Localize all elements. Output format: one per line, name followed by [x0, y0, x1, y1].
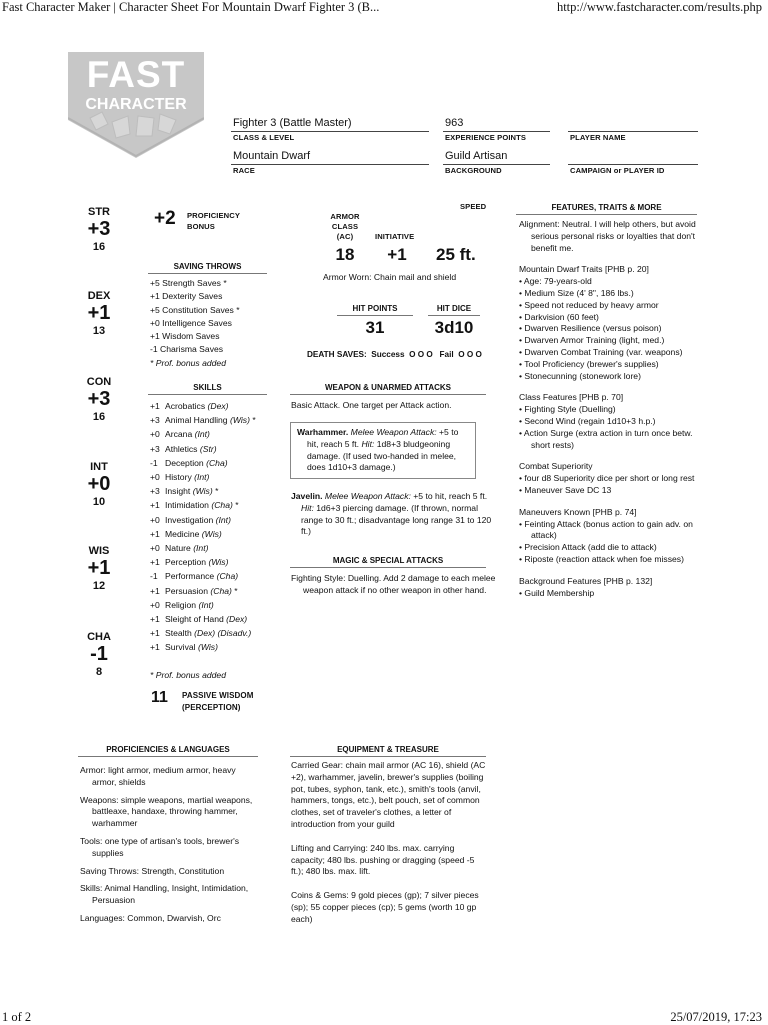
- skill-modifier: +3: [150, 486, 160, 497]
- skill-attribute: (Wis): [192, 486, 213, 497]
- skill-modifier: +1: [150, 642, 160, 653]
- skill-row: [150, 584, 285, 598]
- skill-attribute: (Wis): [201, 528, 222, 539]
- dwarf-trait-item: • Speed not reduced by heavy armor: [519, 299, 659, 310]
- warhammer-name: Warhammer.: [297, 427, 349, 437]
- speed-value: 25 ft.: [436, 245, 476, 264]
- campaign-label: CAMPAIGN or PLAYER ID: [570, 166, 665, 175]
- saving-throw-item: +0 Intelligence Saves: [150, 317, 232, 328]
- race-value: Mountain Dwarf: [233, 150, 311, 162]
- skill-proficient-marker: *: [232, 500, 239, 511]
- skill-name: Perception: [165, 557, 207, 568]
- saving-throws-list: [150, 277, 280, 370]
- ability-modifier: +3: [87, 218, 111, 240]
- warhammer-text1: +5 to hit, reach 5 ft.: [307, 427, 459, 449]
- ability-score: 16: [92, 411, 106, 423]
- ability-score: 8: [95, 666, 103, 678]
- print-footer-page: 1 of 2: [2, 1010, 32, 1024]
- skill-attribute: (Int): [194, 472, 210, 483]
- warhammer-hit: Hit:: [361, 438, 375, 449]
- maneuver-item: • Riposte (reaction attack when foe misses): [519, 553, 684, 564]
- dwarf-trait-item: • Dwarven Armor Training (light, med.): [519, 335, 665, 346]
- ability-score: 12: [92, 580, 106, 592]
- skill-row: [150, 427, 285, 441]
- background-features-title: Background Features [PHB p. 132]: [519, 575, 653, 586]
- skill-modifier: +1: [150, 500, 160, 511]
- skill-modifier: +0: [150, 543, 160, 554]
- skill-modifier: -1: [150, 571, 158, 582]
- skill-modifier: -1: [150, 457, 158, 468]
- hit-dice-label: HIT DICE: [428, 304, 480, 316]
- background-feature-item: • Guild Membership: [519, 587, 595, 598]
- skill-row: [150, 640, 285, 654]
- skill-row: [150, 456, 285, 470]
- skills-note: * Prof. bonus added: [150, 670, 226, 680]
- skill-name: Religion: [165, 599, 197, 610]
- skill-name: Athletics: [165, 443, 198, 454]
- ability-name: INT: [90, 461, 108, 473]
- dwarf-trait-item: • Tool Proficiency (brewer's supplies): [519, 358, 659, 369]
- xp-label: EXPERIENCE POINTS: [445, 133, 527, 142]
- skill-name: Acrobatics: [165, 401, 206, 411]
- skill-attribute: (Wis): [229, 415, 250, 426]
- class-level-label: CLASS & LEVEL: [233, 133, 295, 142]
- dwarf-trait-item: • Stonecunning (stonework lore): [519, 370, 641, 381]
- ability-score: 10: [92, 496, 106, 508]
- skills-title: SKILLS: [148, 383, 267, 395]
- speed-label: SPEED: [460, 202, 487, 211]
- warhammer-box: [290, 422, 476, 479]
- xp-value: 963: [445, 117, 464, 129]
- skill-modifier: +0: [150, 429, 160, 440]
- javelin-name: Javelin.: [291, 491, 323, 501]
- carried-gear-text: Carried Gear: chain mail armor (AC 16), shield (AC +2), warhammer, javelin, brewer's supplies (boiling pot, tubes, syphon, tank, etc.), smith's tools (anvil, hammers, tongs, etc.), belt pouch, set of common clothes, set of traveler's clothes, a letter of introduction from your guild: [291, 760, 486, 829]
- initiative-value: +1: [387, 245, 407, 264]
- passive-label-line2: (PERCEPTION): [182, 703, 241, 712]
- skill-row: [150, 484, 285, 498]
- features-title: FEATURES, TRAITS & MORE: [516, 203, 697, 215]
- player-name-line: [568, 131, 698, 132]
- coins-gems-text: Coins & Gems: 9 gold pieces (gp); 7 silver pieces (sp); 55 copper pieces (cp); 5 gems (worth 10 gp each): [291, 890, 479, 924]
- proficiency-item: Skills: Animal Handling, Insight, Intimidation, Persuasion: [80, 883, 249, 906]
- print-header-url: http://www.fastcharacter.com/results.php: [556, 0, 762, 14]
- equipment-list: [291, 760, 487, 926]
- armor-class-label: ARMOR CLASS (AC): [330, 212, 360, 241]
- warhammer-type: Melee Weapon Attack:: [350, 427, 437, 437]
- skill-name: Medicine: [165, 528, 200, 539]
- lifting-carrying-text: Lifting and Carrying: 240 lbs. max. carrying capacity; 480 lbs. pushing or dragging (speed -5 ft.); 480 lbs. max. lift.: [291, 842, 475, 877]
- superiority-item: • Maneuver Save DC 13: [519, 484, 612, 495]
- ability-score: 13: [92, 325, 106, 337]
- saving-throws-title: SAVING THROWS: [148, 262, 267, 274]
- proficiency-item: Armor: light armor, medium armor, heavy armor, shields: [80, 765, 236, 787]
- skill-row: [150, 470, 285, 484]
- skill-row: [150, 569, 285, 583]
- ability-modifier: +1: [87, 557, 111, 579]
- saving-throw-item: -1 Charisma Saves: [150, 344, 224, 355]
- ability-name: STR: [88, 206, 110, 218]
- proficiency-label-line2: BONUS: [187, 222, 215, 231]
- skill-attribute: (Dex): [226, 614, 248, 625]
- fast-character-logo: [68, 52, 204, 158]
- skill-attribute: (Int): [194, 429, 210, 440]
- ability-modifier: +1: [87, 302, 111, 324]
- skill-name: Sleight of Hand: [165, 614, 224, 625]
- saving-throws-note: * Prof. bonus added: [150, 357, 226, 368]
- passive-wisdom-label: [182, 690, 253, 714]
- skill-name: Performance: [165, 571, 215, 582]
- skill-modifier: +1: [150, 401, 160, 411]
- javelin-type: Melee Weapon Attack:: [324, 491, 411, 501]
- proficiency-bonus-value: +2: [154, 208, 176, 229]
- skill-attribute: (Int): [193, 543, 209, 554]
- proficiency-item: Saving Throws: Strength, Constitution: [80, 865, 225, 876]
- skill-name: Investigation: [165, 514, 214, 525]
- skill-attribute: (Cha): [206, 457, 228, 468]
- proficiency-bonus-label: [187, 210, 240, 232]
- ability-name: CON: [86, 376, 112, 388]
- javelin-entry: [291, 491, 497, 538]
- skill-row: [150, 541, 285, 555]
- dwarf-trait-item: • Medium Size (4' 8", 186 lbs.): [519, 287, 634, 298]
- skill-modifier: +3: [150, 415, 160, 426]
- skill-modifier: +1: [150, 528, 160, 539]
- ability-name: CHA: [87, 631, 111, 643]
- dwarf-trait-item: • Age: 79-years-old: [519, 276, 592, 287]
- proficiency-item: Tools: one type of artisan's tools, brewer's supplies: [80, 835, 240, 858]
- skill-name: Insight: [165, 486, 191, 497]
- basic-attack-text: Basic Attack. One target per Attack action.: [291, 400, 452, 410]
- class-level-value: Fighter 3 (Battle Master): [233, 117, 352, 129]
- skill-name: Nature: [165, 543, 191, 554]
- skill-attribute: (Cha): [211, 500, 233, 511]
- logo-text-character: CHARACTER: [85, 96, 187, 113]
- skill-modifier: +1: [150, 585, 160, 596]
- print-footer-datetime: 25/07/2019, 17:23: [670, 1010, 762, 1024]
- death-saves: DEATH SAVES: Success O O O Fail O O O: [307, 350, 482, 359]
- skill-attribute: (Dex) (Disadv.): [194, 628, 252, 639]
- campaign-line: [568, 164, 698, 165]
- skill-attribute: (Cha): [216, 571, 239, 582]
- skill-attribute: (Int): [198, 599, 214, 610]
- skill-proficient-marker: *: [212, 486, 219, 497]
- ability-con: [84, 376, 114, 423]
- skills-list: [150, 399, 285, 655]
- class-feature-item: • Second Wind (regain 1d10+3 h.p.): [519, 415, 656, 426]
- passive-label-line1: PASSIVE WISDOM: [182, 691, 254, 700]
- initiative-label: INITIATIVE: [375, 232, 415, 241]
- hit-dice-value: 3d10: [434, 318, 474, 337]
- skill-name: Persuasion: [165, 585, 208, 596]
- class-feature-item: • Fighting Style (Duelling): [519, 404, 616, 415]
- maneuver-item: • Feinting Attack (bonus action to gain adv. on attack): [519, 518, 693, 541]
- xp-line: [443, 131, 550, 132]
- skill-name: Stealth: [165, 628, 192, 639]
- proficiency-label-line1: PROFICIENCY: [187, 211, 240, 220]
- proficiency-item: Languages: Common, Dwarvish, Orc: [80, 912, 221, 923]
- skill-row: [150, 513, 285, 527]
- armor-class-value: 18: [335, 245, 355, 264]
- hit-points-label: HIT POINTS: [337, 304, 413, 316]
- print-header-title: Fast Character Maker | Character Sheet For Mountain Dwarf Fighter 3 (B...: [2, 0, 380, 14]
- skill-row: [150, 442, 285, 456]
- skill-attribute: (Cha): [210, 585, 232, 596]
- ability-str: [84, 206, 114, 253]
- skill-name: Deception: [165, 457, 204, 468]
- skill-row: [150, 612, 285, 626]
- ability-dex: [84, 290, 114, 337]
- skill-modifier: +0: [150, 472, 160, 483]
- dwarf-trait-item: • Dwarven Combat Training (var. weapons): [519, 346, 683, 357]
- superiority-item: • four d8 Superiority dice per short or long rest: [519, 473, 695, 484]
- skill-name: Arcana: [165, 429, 193, 440]
- logo-text-fast: FAST: [86, 54, 186, 95]
- player-name-label: PLAYER NAME: [570, 133, 626, 142]
- passive-wisdom-value: 11: [151, 689, 168, 706]
- combat-superiority-title: Combat Superiority: [519, 461, 593, 472]
- alignment-text: Alignment: Neutral. I will help others, but avoid serious personal risks or loyalties that don't benefit me.: [519, 219, 696, 253]
- ability-modifier: -1: [90, 643, 108, 665]
- ability-modifier: +3: [87, 388, 111, 410]
- warhammer-entry: [297, 427, 469, 474]
- hit-points-value: 31: [365, 318, 385, 337]
- skill-row: [150, 555, 285, 569]
- class-level-line: [231, 131, 429, 132]
- background-label: BACKGROUND: [445, 166, 502, 175]
- attacks-title: WEAPON & UNARMED ATTACKS: [290, 383, 486, 395]
- skill-attribute: (Wis): [197, 642, 218, 653]
- ability-cha: [84, 631, 114, 678]
- skill-row: [150, 399, 285, 413]
- features-column: [519, 219, 699, 599]
- skill-name: Survival: [165, 642, 196, 653]
- skill-proficient-marker: *: [249, 415, 256, 426]
- maneuver-item: • Precision Attack (add die to attack): [519, 542, 657, 553]
- maneuvers-title: Maneuvers Known [PHB p. 74]: [519, 506, 637, 517]
- skill-row: [150, 498, 285, 512]
- magic-text: Fighting Style: Duelling. Add 2 damage to each melee weapon attack if no other weapon in other hand.: [291, 573, 496, 595]
- ability-name: WIS: [88, 545, 110, 557]
- dwarf-trait-item: • Darkvision (60 feet): [519, 311, 599, 322]
- skill-row: [150, 598, 285, 612]
- race-line: [231, 164, 429, 165]
- class-feature-item: • Action Surge (extra action in turn once betw. short rests): [519, 427, 693, 450]
- skill-row: [150, 413, 285, 427]
- ability-name: DEX: [87, 290, 111, 302]
- skill-modifier: +0: [150, 514, 160, 525]
- ability-wis: [84, 545, 114, 592]
- ability-int: [84, 461, 114, 508]
- skill-name: History: [165, 472, 192, 483]
- javelin-text2: 1d6+3 piercing damage. (If thrown, normal range to 30 ft.; disadvantage long range 31 to 120 ft.): [301, 502, 492, 537]
- skill-row: [150, 626, 285, 640]
- ability-score: 16: [92, 241, 106, 253]
- race-label: RACE: [233, 166, 255, 175]
- skill-row: [150, 527, 285, 541]
- armor-worn-text: Armor Worn: Chain mail and shield: [323, 272, 457, 282]
- magic-title: MAGIC & SPECIAL ATTACKS: [290, 556, 486, 568]
- skill-attribute: (Int): [215, 514, 231, 525]
- warhammer-text2: 1d8+3 bludgeoning damage. (If used two-handed in melee, does 1d10+3 damage.): [307, 438, 457, 473]
- javelin-hit: Hit:: [301, 502, 314, 513]
- background-value: Guild Artisan: [445, 150, 508, 162]
- skill-name: Intimidation: [165, 500, 209, 511]
- background-line: [443, 164, 550, 165]
- class-features-title: Class Features [PHB p. 70]: [519, 392, 624, 403]
- saving-throw-item: +1 Dexterity Saves: [150, 291, 223, 302]
- javelin-text1: +5 to hit, reach 5 ft.: [410, 491, 488, 501]
- skill-proficient-marker: *: [231, 585, 238, 596]
- skill-modifier: +1: [150, 557, 160, 568]
- dwarf-traits-title: Mountain Dwarf Traits [PHB p. 20]: [519, 264, 649, 275]
- dwarf-trait-item: • Dwarven Resilience (versus poison): [519, 323, 662, 334]
- skill-name: Animal Handling: [165, 415, 228, 426]
- skill-modifier: +0: [150, 599, 160, 610]
- proficiencies-title: PROFICIENCIES & LANGUAGES: [78, 745, 258, 757]
- skill-attribute: (Str): [199, 443, 217, 454]
- skill-modifier: +1: [150, 614, 160, 625]
- skill-modifier: +1: [150, 628, 160, 639]
- skill-attribute: (Wis): [208, 557, 229, 568]
- ability-modifier: +0: [87, 473, 111, 495]
- proficiencies-list: [80, 765, 260, 925]
- saving-throw-item: +5 Strength Saves *: [150, 278, 227, 288]
- equipment-title: EQUIPMENT & TREASURE: [290, 745, 486, 757]
- saving-throw-item: +5 Constitution Saves *: [150, 304, 240, 315]
- proficiency-item: Weapons: simple weapons, martial weapons, battleaxe, handaxe, throwing hammer, warhammer: [80, 794, 253, 829]
- skill-modifier: +3: [150, 443, 160, 454]
- skill-attribute: (Dex): [207, 401, 229, 411]
- saving-throw-item: +1 Wisdom Saves: [150, 331, 220, 342]
